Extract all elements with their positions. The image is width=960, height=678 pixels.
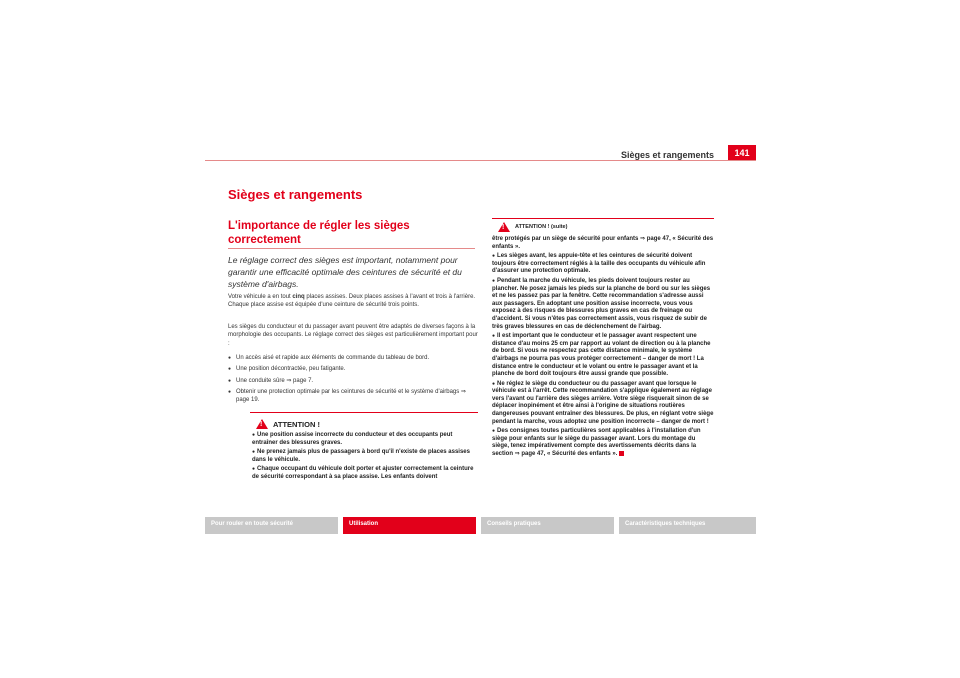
warning-icon: ! (498, 222, 510, 232)
bullet-icon: ● (492, 277, 496, 284)
tab-safety[interactable]: Pour rouler en toute sécurité (205, 517, 338, 534)
header-rule (205, 160, 756, 161)
warning-continued-list (492, 253, 714, 459)
list-item: ● Pendant la marche du véhicule, les pieds doivent toujours rester au plancher. Ne posez jamais les pieds sur la planche de bord ou sur les sièges et ne les passez pas par la fenêtre. Cette recommandation s'adresse aussi aux passagers. En adoptant une position assise incorrecte, vous vous exposez à des risques de blessures plus graves en cas de freinage ou d'accident. Si vous n'êtes pas correctement assis, vous risquez de subir de très graves blessures en cas de déclenchement de l'airbag. (492, 277, 711, 330)
list-item: ● Ne réglez le siège du conducteur ou du passager avant que lorsque le véhicule est à l'arrêt. Cette recommandation s'applique également au réglage vers l'avant ou l'arrière des sièges arrière. Votre siège risquerait sinon de se déplacer inopinément et être ainsi à l'origine de situations routières dangereuses pouvant entraîner des blessures. De plus, en réglant votre siège pendant la marche, vous adoptez une position incorrecte – danger de mort ! (492, 380, 714, 425)
tab-technical-specs[interactable]: Caractéristiques techniques (619, 517, 756, 534)
bullet-icon: ● (492, 333, 496, 340)
lead-paragraph: Le réglage correct des sièges est important, notamment pour garantir une efficacité optimale des ceintures de sécurité et du système d'airbags. (228, 255, 462, 289)
tab-operation[interactable]: Utilisation (343, 517, 476, 534)
list-item: ● Il est important que le conducteur et le passager avant respectent une distance d'au moins 25 cm par rapport au volant de direction ou à la planche de bord. Si vous ne respectez pas cette distance minimale, le système d'airbags ne pourra pas vous protéger correctement – danger de mort ! La distance entre le conducteur et le volant ou entre le passager avant et la planche de bord doit toujours être aussi grande que possible. (492, 333, 711, 378)
warning-continued-box (492, 218, 714, 233)
chapter-title: Sièges et rangements (228, 187, 363, 202)
section-rule (228, 248, 475, 249)
bullet-icon: ● (492, 428, 496, 435)
page-number: 141 (728, 145, 756, 161)
warning-continued-title: ATTENTION ! (suite) (515, 224, 568, 230)
list-item: ● Une position décontractée, peu fatigante. (228, 365, 478, 373)
bullet-icon: ● (492, 380, 496, 387)
section-title: L'importance de régler les sièges correctement (228, 220, 410, 246)
paragraph-seats-count: Votre véhicule a en tout cinq places assises. Deux places assises à l'avant et trois à l'arrière. Chaque place assise est équipée d'une ceinture de sécurité trois points. (228, 294, 476, 309)
tab-practical-tips[interactable]: Conseils pratiques (481, 517, 614, 534)
warning-title: ATTENTION ! (273, 419, 320, 429)
bullet-icon: ● (252, 432, 256, 438)
paragraph-seat-adjustment: Les sièges du conducteur et du passager avant peuvent être adaptés de diverses façons à la morphologie des occupants. Le réglage correct des sièges est particulièrement important pour : (228, 324, 478, 347)
list-item: ● Obtenir une protection optimale par les ceintures de sécurité et le système d'airbags ⇒ page 19. (228, 388, 478, 405)
list-item: ● Un accès aisé et rapide aux éléments de commande du tableau de bord. (228, 354, 478, 362)
warning-intro: être protégés par un siège de sécurité pour enfants ⇒ page 47, « Sécurité des enfants ». (492, 236, 714, 250)
bullet-icon: ● (252, 466, 256, 473)
section-end-icon (619, 451, 624, 456)
list-item: ● Ne prenez jamais plus de passagers à bord qu'il n'existe de places assises dans le véhicule. (252, 449, 470, 463)
warning-icon: ! (256, 419, 268, 429)
list-item: ● Une position assise incorrecte du conducteur et des occupants peut entraîner des blessures graves. (252, 432, 453, 446)
list-item: ● Chaque occupant du véhicule doit porter et ajuster correctement la ceinture de sécurité correspondant à sa place assise. Les enfants doivent (252, 466, 474, 480)
bullet-icon: ● (492, 253, 496, 260)
bullet-icon: ● (252, 449, 256, 456)
warning-continued-body (492, 236, 714, 459)
list-item: ● Des consignes toutes particulières sont applicables à l'installation d'un siège pour enfants sur le siège du passager avant. Lors du montage du siège, tenez impérativement compte des avertissements décrits dans la section ⇒ page 47, « Sécurité des enfants ». (492, 428, 701, 458)
warning-list (252, 432, 478, 482)
list-item: ● Une conduite sûre ⇒ page 7. (228, 377, 478, 385)
list-item: ● Les sièges avant, les appuie-tête et les ceintures de sécurité doivent toujours être correctement réglés à la taille des occupants du véhicule afin d'assurer une protection optimale. (492, 253, 706, 275)
running-title: Sièges et rangements (620, 150, 714, 160)
adjustment-reasons-list (228, 354, 478, 404)
